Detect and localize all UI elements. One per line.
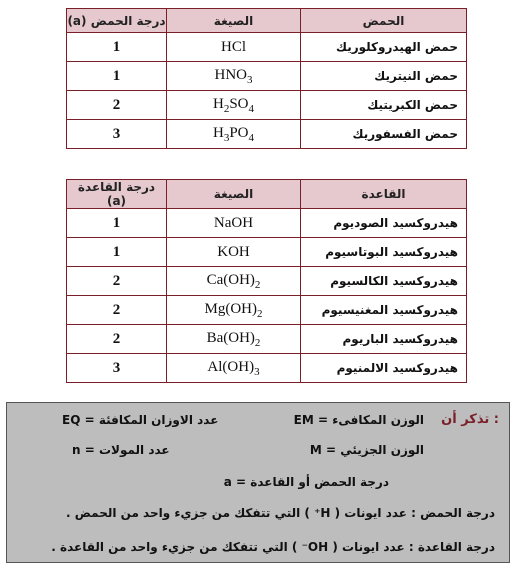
base-degree: 3 [67,354,167,383]
acid-row [67,33,467,62]
acid-row [67,62,467,91]
formula-subscript: 3 [247,73,253,86]
base-formula [167,296,301,325]
acid-header-name: الحمض [301,9,467,33]
base-header-name: القاعدة [301,180,467,209]
base-name: هيدروكسيد الصوديوم [301,209,467,238]
acid-name: حمض الهيدروكلوريك [301,33,467,62]
acid-degree: 3 [67,120,167,149]
base-formula [167,354,301,383]
n-definition: n = عدد المولات [72,443,170,457]
acid-row [67,91,467,120]
eq-definition: EQ = عدد الاوزان المكافئة [62,413,219,427]
base-degree: 1 [67,209,167,238]
acid-header-formula: الصيغة [167,9,301,33]
acid-degree: 2 [67,91,167,120]
base-formula [167,267,301,296]
formula-subscript: 2 [254,278,261,291]
formula-part: HCl [220,38,246,55]
formula-part: SO [229,95,249,112]
formula-part: NaOH [213,214,254,231]
remember-box [6,402,510,563]
acid-formula [167,62,301,91]
acid-name: حمض النيتريك [301,62,467,91]
a-definition: a = درجة الحمض أو القاعدة [223,475,389,489]
m-definition: M = الوزن الجزيئي [309,443,424,457]
formula-subscript: 2 [257,307,263,320]
base-degree-definition: درجة القاعدة : عدد ايونات ( OH⁻ ) التي تتفكك من جزيء واحد من القاعدة . [51,540,495,554]
acid-name: حمض الفسفوريك [301,120,467,149]
base-name: هيدروكسيد الباريوم [301,325,467,354]
base-table-header [67,180,467,209]
formula-subscript: 4 [248,131,255,144]
remember-label: تذكر أن : [441,412,499,427]
base-degree: 2 [67,296,167,325]
acid-table [66,8,467,149]
acid-table-header [67,9,467,33]
base-name: هيدروكسيد الالمنيوم [301,354,467,383]
base-table [66,179,467,383]
base-row [67,267,467,296]
base-row [67,325,467,354]
acid-formula [167,91,301,120]
formula-part: HNO [214,66,247,83]
formula-part: Mg(OH) [204,300,257,317]
base-header-degree: درجة القاعدة (a) [67,180,167,209]
formula-part: H [212,95,224,112]
formula-subscript: 2 [254,336,261,349]
formula-part: KOH [217,243,250,260]
acid-formula [167,120,301,149]
acid-degree-definition: درجة الحمض : عدد ايونات ( H⁺ ) التي تتفكك من جزيء واحد من الحمض . [66,506,495,520]
formula-subscript: 4 [248,102,255,115]
formula-subscript: 3 [254,365,260,378]
formula-part: PO [229,124,249,141]
base-row [67,209,467,238]
base-degree: 2 [67,267,167,296]
formula-part: Ca(OH) [206,271,255,288]
base-degree: 1 [67,238,167,267]
base-row [67,238,467,267]
base-header-formula: الصيغة [167,180,301,209]
base-row [67,296,467,325]
acid-degree: 1 [67,62,167,91]
em-definition: EM = الوزن المكافىء [293,413,424,427]
formula-subscript: 3 [223,131,230,144]
formula-part: Ba(OH) [206,329,255,346]
base-row [67,354,467,383]
acid-row [67,120,467,149]
formula-part: Al(OH) [207,358,255,375]
acid-header-degree: درجة الحمض (a) [67,9,167,33]
formula-subscript: 2 [223,102,230,115]
base-formula [167,325,301,354]
base-formula [167,209,301,238]
acid-degree: 1 [67,33,167,62]
acid-formula [167,33,301,62]
formula-part: H [212,124,224,141]
base-degree: 2 [67,325,167,354]
base-name: هيدروكسيد المغنيسيوم [301,296,467,325]
base-formula [167,238,301,267]
base-name: هيدروكسيد البوتاسيوم [301,238,467,267]
base-name: هيدروكسيد الكالسيوم [301,267,467,296]
acid-name: حمض الكبريتيك [301,91,467,120]
